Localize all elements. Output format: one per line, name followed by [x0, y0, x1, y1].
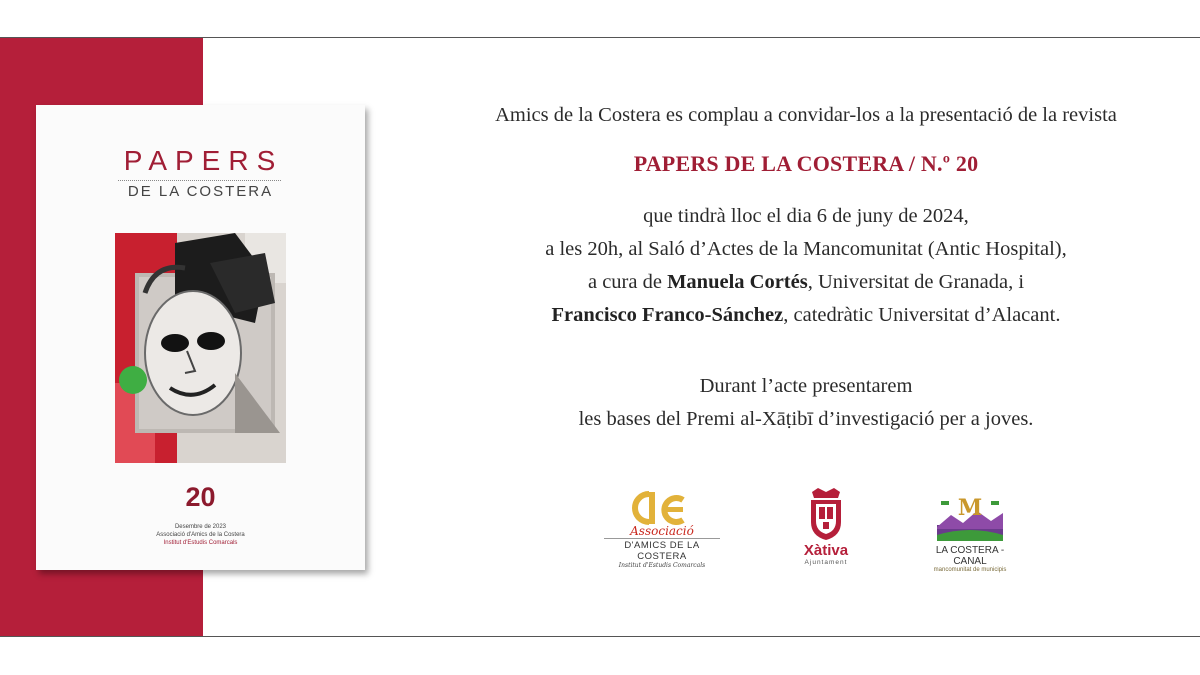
invitation-intro: Amics de la Costera es complau a convidar-los a la presentació de la revista [495, 104, 1117, 126]
costera-subtitle: mancomunitat de municipis [933, 567, 1007, 573]
magazine-cover [36, 105, 365, 570]
cover-divider [118, 180, 281, 181]
speaker-1-name: Manuela Cortés [667, 271, 808, 293]
xativa-subtitle: Ajuntament [804, 559, 848, 566]
cover-issue-number: 20 [185, 482, 216, 512]
xativa-name: Xàtiva [803, 542, 849, 559]
assoc-script-word: Associació [630, 524, 694, 538]
speaker-2-affiliation: , catedràtic Universitat d’Alacant. [783, 304, 1061, 326]
cover-subtitle: DE LA COSTERA [127, 183, 274, 200]
magazine-title: PAPERS DE LA COSTERA / N.º 20 [633, 151, 979, 176]
speaker-1-affiliation: , Universitat de Granada, i [807, 271, 1025, 293]
amics-costera-logo [597, 490, 727, 569]
closing-text [400, 370, 1200, 436]
assoc-subtitle: Institut d'Estudis Comarcals [618, 562, 706, 569]
closing-line-2: les bases del Premi al-Xāṭibī d’investigació per a joves. [578, 408, 1034, 430]
speaker-line-2 [400, 299, 1200, 332]
xativa-logo [786, 488, 866, 566]
speaker-2-name: Francisco Franco-Sánchez [551, 304, 784, 326]
bottom-border-line [0, 636, 1200, 637]
event-place-line: a les 20h, al Saló d’Actes de la Mancomunitat (Antic Hospital), [545, 238, 1067, 260]
event-date-line: que tindrà lloc el dia 6 de juny de 2024, [643, 205, 969, 227]
event-details [400, 200, 1200, 332]
speaker-line-1 [400, 266, 1200, 299]
closing-line-1: Durant l’acte presentarem [699, 375, 913, 397]
cover-artwork [115, 233, 286, 463]
cover-publisher: Associació d'Amics de la Costera [156, 532, 245, 538]
svg-text:M: M [957, 495, 983, 521]
cover-title: PAPERS [123, 145, 284, 176]
xativa-crest-icon [806, 488, 846, 540]
amics-costera-emblem-icon [627, 490, 697, 528]
costera-name: LA COSTERA - CANAL [935, 545, 1005, 567]
costera-canal-logo [920, 495, 1020, 573]
costera-canal-emblem-icon [937, 495, 1003, 543]
cover-date: Desembre de 2023 [174, 524, 227, 530]
speaker-prefix: a cura de [587, 271, 668, 293]
assoc-name: D'AMICS DE LA COSTERA [604, 538, 720, 562]
cover-institute: Institut d'Estudis Comarcals [163, 540, 238, 546]
